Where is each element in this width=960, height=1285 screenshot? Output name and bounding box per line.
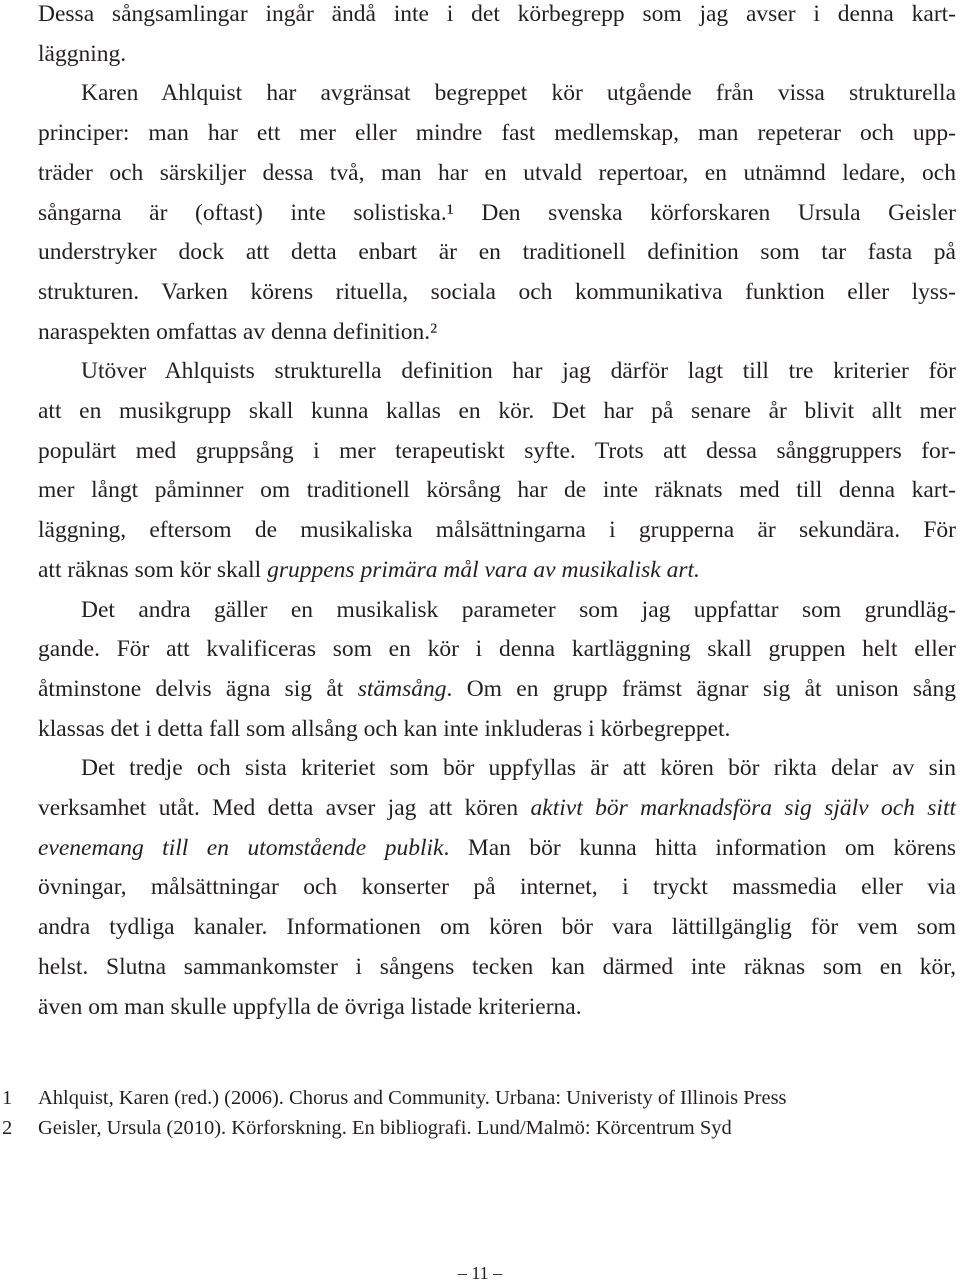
- italic-text: evenemang till en utomstående publik: [38, 834, 444, 861]
- text-line: [38, 788, 956, 828]
- text-line: [38, 232, 956, 272]
- text-line: [38, 351, 956, 391]
- footnote-1: [2, 1083, 956, 1113]
- text-line: [38, 510, 956, 550]
- text-span: helst. Slutna sammankomster i sångens tecken kan därmed inte räknas som en kör,: [38, 953, 956, 980]
- text-span: mer långt påminner om traditionell körsång har de inte räknats med till denna kart-: [38, 477, 956, 504]
- text-span: understryker dock att detta enbart är en traditionell definition som tar fasta på: [38, 239, 956, 266]
- text-span: gande. För att kvalificeras som en kör i denna kartläggning skall gruppen helt eller: [38, 636, 956, 663]
- text-span: läggning, eftersom de musikaliska målsättningarna i grupperna är sekundära. För: [38, 517, 956, 544]
- text-span: . Man bör kunna hitta information om körens: [443, 834, 956, 861]
- text-span: Utöver Ahlquists strukturella definition har jag därför lagt till tre kriterier för: [81, 358, 956, 385]
- text-line: [38, 34, 956, 74]
- footnote-number: 1: [2, 1087, 13, 1109]
- text-line: [38, 669, 956, 709]
- text-span: åtminstone delvis ägna sig åt: [38, 675, 358, 702]
- text-line: [38, 431, 956, 471]
- text-span: läggning.: [38, 40, 127, 67]
- text-span: verksamhet utåt. Med detta avser jag att kören: [38, 795, 531, 821]
- text-line: [38, 312, 956, 352]
- text-span: även om man skulle uppfylla de övriga listade kriterierna.: [38, 993, 582, 1020]
- text-span: . Om en grupp främst ägnar sig åt unison sång: [446, 675, 956, 702]
- text-span: övningar, målsättningar och konserter på internet, i tryckt massmedia eller via: [38, 874, 956, 901]
- text-line: [38, 73, 956, 113]
- text-line: [38, 907, 956, 947]
- text-span: Det andra gäller en musikalisk parameter som jag uppfattar som grundläg-: [81, 596, 956, 623]
- text-span: klassas det i detta fall som allsång och kan inte inkluderas i körbegreppet.: [38, 715, 731, 742]
- italic-text: stämsång: [357, 675, 447, 702]
- text-span: sångarna är (oftast) inte solistiska.¹ Den svenska körforskaren Ursula Geisler: [38, 199, 956, 226]
- text-span: principer: man har ett mer eller mindre fast medlemskap, man repeterar och upp-: [38, 120, 956, 147]
- text-line: [38, 987, 956, 1027]
- text-line: [38, 0, 956, 34]
- footnote-text: Geisler, Ursula (2010). Körforskning. En bibliografi. Lund/Malmö: Körcentrum Syd: [38, 1117, 732, 1139]
- text-span: att räknas som kör skall: [38, 556, 268, 583]
- text-line: [38, 391, 956, 431]
- text-line: [38, 550, 956, 590]
- text-line: [38, 470, 956, 510]
- text-line: [38, 113, 956, 153]
- text-span: Det tredje och sista kriteriet som bör uppfyllas är att kören bör rikta delar av sin: [81, 755, 956, 782]
- text-line: [38, 153, 956, 193]
- text-line: [38, 867, 956, 907]
- text-span: populärt med gruppsång i mer terapeutiskt syfte. Trots att dessa sånggruppers for-: [38, 437, 956, 464]
- text-span: naraspekten omfattas av denna definition.²: [38, 318, 438, 345]
- text-line: [38, 947, 956, 987]
- text-line: [38, 272, 956, 312]
- italic-text: gruppens primära mål vara av musikalisk art.: [267, 556, 700, 583]
- italic-text: aktivt bör marknadsföra sig själv och sitt: [530, 795, 957, 821]
- page-number: – 11 –: [457, 1263, 503, 1283]
- text-line: [38, 193, 956, 233]
- footnote-number: 2: [2, 1117, 13, 1139]
- footnote-2: [2, 1113, 956, 1143]
- text-line: [38, 590, 956, 630]
- text-span: att en musikgrupp skall kunna kallas en kör. Det har på senare år blivit allt mer: [38, 398, 956, 424]
- text-span: träder och särskiljer dessa två, man har en utvald repertoar, en utnämnd ledare, och: [38, 159, 956, 186]
- text-line: [38, 748, 956, 788]
- footnote-text: Ahlquist, Karen (red.) (2006). Chorus and Community. Urbana: Univeristy of Illinois Press: [38, 1087, 787, 1109]
- text-line: [38, 709, 956, 749]
- text-span: Karen Ahlquist har avgränsat begreppet kör utgående från vissa strukturella: [81, 80, 956, 107]
- text-line: [38, 629, 956, 669]
- text-line: [38, 828, 956, 868]
- text-span: Dessa sångsamlingar ingår ändå inte i det körbegrepp som jag avser i denna kart-: [38, 1, 956, 27]
- text-span: strukturen. Varken körens rituella, sociala och kommunikativa funktion eller lyss-: [38, 278, 956, 305]
- text-span: andra tydliga kanaler. Informationen om kören bör vara lättillgänglig för vem som: [38, 914, 956, 941]
